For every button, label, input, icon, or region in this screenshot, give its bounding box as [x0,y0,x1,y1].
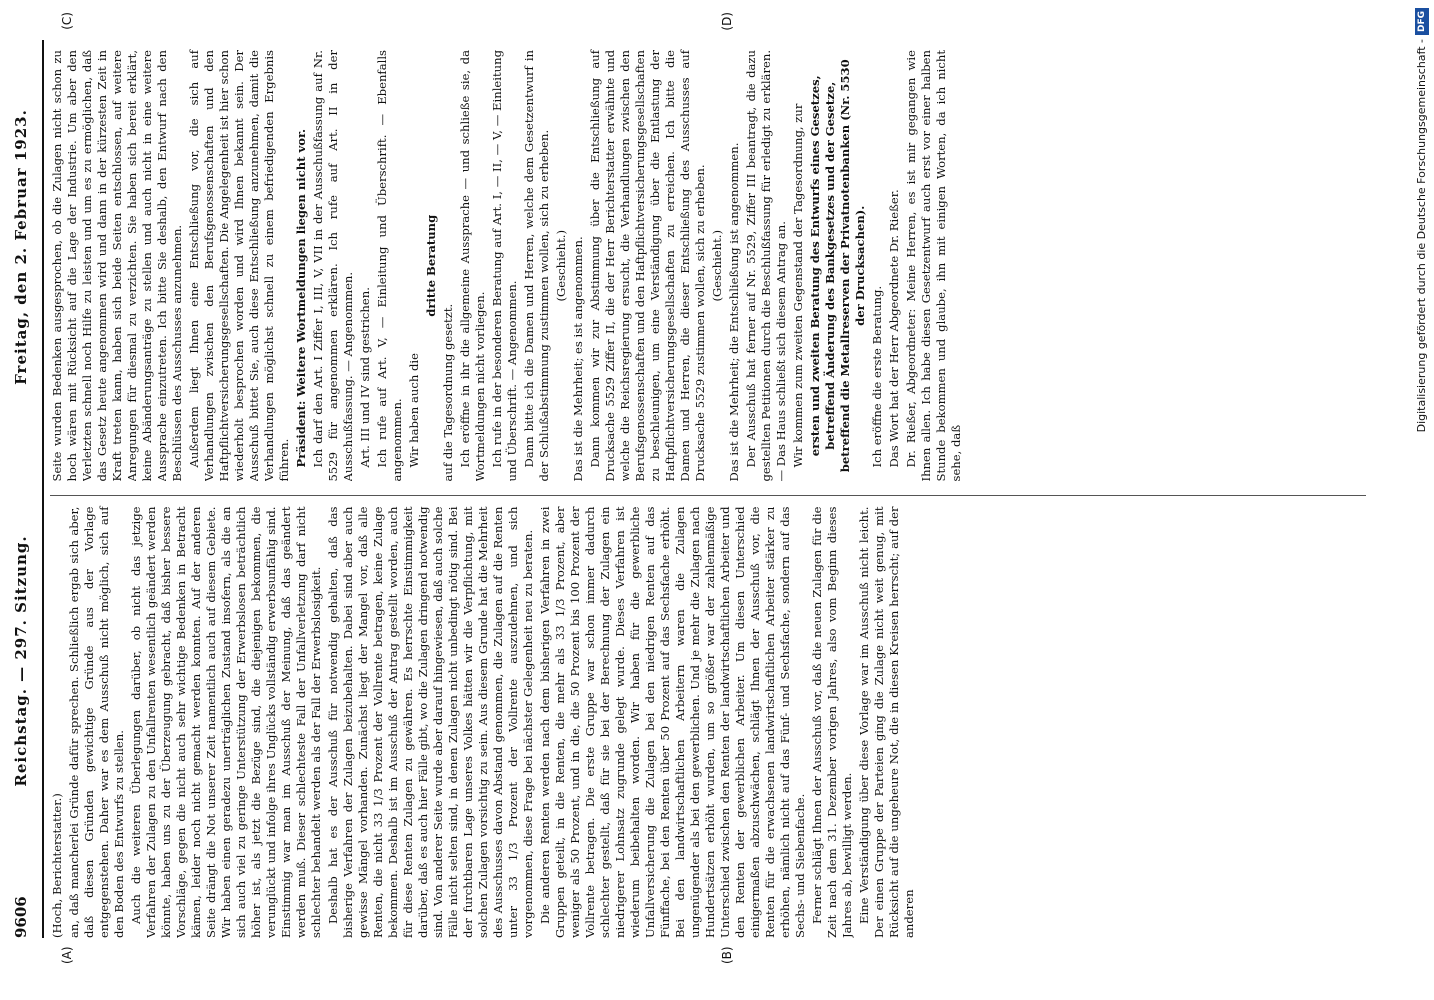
paragraph: Präsident: Weitere Wortmeldungen liegen nicht vor. [294,128,308,468]
paragraph: Das ist die Mehrheit; die Entschließung ist angenommen. [727,142,741,482]
margin-marker-c: (C) [60,12,74,30]
paragraph: Das ist die Mehrheit; es ist angenommen. [571,236,585,482]
page-header [12,40,44,938]
paragraph: ersten und zweiten Beratung des Entwurfs eines Gesetzes, betreffend Änderung des Bankgesetzes und der Gesetze, betreffend die Metallreserven der Privatnotenbanken (Nr. 5530 der Drucksachen). [808,59,867,473]
paragraph: Dann kommen wir zur Abstimmung über die Entschließung auf Drucksache 5529 Ziffer II, die der Herr Berichterstatter erwähnte und welche die Reichsregierung ersucht, die Verhandlungen zwischen den Berufsgenossenschaften und den Haftpflichtversicherungsgesellschaften zu beschleunigen, um eine Verständigung über die Entlastung der Haftpflichtversicherungsgesellschaften zu erreichen. Ich bitte die Damen und Herren, die dieser Entschließung des Ausschusses auf Drucksache 5529 zustimmen wollen, sich zu erheben. [588,50,707,482]
paragraph: Ich eröffne die erste Beratung. [870,285,884,468]
paragraph: Auch die weiteren Überlegungen darüber, ob nicht das jetzige Verfahren der Zulagen zu den Unfallrenten wesentlich geändert werden könnte, haben uns zu der Überzeugung gebracht, daß bisher bessere Vorschläge, gegen die nicht auch sehr wichtige Bedenken in Betracht kämen, leider noch nicht gemacht werden konnten. Auf der anderen Seite drängt die Not unserer Zeit namentlich auch auf diesem Gebiete. Wir haben einen geradezu unerträglichen Zustand insofern, als die an sich auch viel zu geringe Unterstützung der Erwerbslosen beträchtlich höher ist, als jetzt die Bezüge sind, die diejenigen bekommen, die verunglückt und infolge ihres Unglücks vollständig erwerbsunfähig sind. Einstimmig war man im Ausschuß der Meinung, daß das geändert werden muß. Dieser schlechteste Fall der Unfallverletzung darf nicht schlechter behandelt werden als der Fall der Erwerbslosigkeit. [129,506,323,938]
paragraph: auf die Tagesordnung gesetzt. [441,303,455,482]
paragraph: Ich rufe in der besonderen Beratung auf Art. I, — II, — V, — Einleitung und Überschrift. — Angenommen. [490,50,519,482]
margin-marker-a: (A) [60,946,74,964]
paragraph: Ich darf den Art. I Ziffer I, III, V, VII in der Ausschußfassung auf Nr. 5529 für angenommen erklären. Ich rufe auf Art. II in der Ausschußfassung. — Angenommen. [311,50,355,482]
paragraph: an, daß mancherlei Gründe dafür sprechen. Schließlich ergab sich aber, daß diesen Gründen gewichtige Gründe aus der Vorlage entgegenstehen. Daher war es dem Ausschuß nicht möglich, sich auf den Boden des Entwurfs zu stellen. [67,506,126,938]
paragraph: Eine Verständigung über diese Vorlage war im Ausschuß nicht leicht. Der einen Gruppe der Parteien ging die Zulage nicht weit genug, mit Rücksicht auf die ungeheure Not, die in diesen Kreisen herrscht; auf der anderen [857,506,916,938]
paragraph: Außerdem liegt Ihnen eine Entschließung vor, die sich auf Verhandlungen zwischen den Berufsgenossenschaften und den Haftpflichtversicherungsgesellschaften. Die Angelegenheit ist hier schon wiederholt besprochen worden und wird Ihnen bekannt sein. Der Ausschuß bittet Sie, auch diese Entschließung anzunehmen, damit die Verhandlungen möglichst schnell zu einem befriedigenden Ergebnis führen. [187,50,291,482]
paragraph: Dr. Rießer, Abgeordneter: Meine Herren, es ist mir gegangen wie Ihnen allen. Ich habe diesen Gesetzentwurf auch erst vor einer halben Stunde bekommen und glaube, ihn mit einigen Worten, da ich nicht sehe, daß [904,50,963,482]
left-column [50,496,1366,939]
paragraph: Ich eröffne in ihr die allgemeine Aussprache — und schließe sie, da Wortmeldungen nicht vorliegen. [458,50,487,482]
paragraph: Wir haben auch die [407,353,421,468]
paragraph: Das Wort hat der Herr Abgeordnete Dr. Rießer. [887,189,901,468]
margin-marker-b: (B) [720,946,734,964]
paragraph: Seite wurden Bedenken ausgesprochen, ob die Zulagen nicht schon zu hoch wären mit Rücksicht auf die Lage der Industrie. Um aber den Verletzten schnell noch Hilfe zu leisten und um es zu ermöglichen, daß das Gesetz heute angenommen wird und dann in der kürzesten Zeit in Kraft treten kann, haben sich beide Seiten entschlossen, auf weitere Anregungen für diesmal zu verzichten. Sie haben sich bereit erklärt, keine Abänderungsanträge zu stellen und auch nicht in eine weitere Aussprache einzutreten. Ich bitte Sie deshalb, den Entwurf nach den Beschlüssen des Ausschusses anzunehmen. [50,50,184,482]
text-columns [50,40,1366,938]
paragraph: Deshalb hat es der Ausschuß für notwendig gehalten, daß das bisherige Verfahren der Zulagen beizubehalten. Dabei sind aber auch gewisse Mängel vorhanden. Zunächst liegt der Mangel vor, daß alle Renten, die nicht 33 1/3 Prozent der Vollrente betragen, keine Zulage bekommen. Deshalb ist im Ausschuß der Antrag gestellt worden, auch für diese Renten Zulagen zu gewähren. Es herrschte Einstimmigkeit darüber, daß es auch hier Fälle gibt, wo die Zulagen dringend notwendig sind. Von anderer Seite wurde aber darauf hingewiesen, daß auch solche Fälle nicht selten sind, in denen Zulagen nicht unbedingt nötig sind. Bei der furchtbaren Lage unseres Volkes hätten wir die Verpflichtung, mit solchen Zulagen vorsichtig zu sein. Aus diesem Grunde hat die Mehrheit des Ausschusses davon Abstand genommen, die Zulagen auf die Renten unter 33 1/3 Prozent der Vollrente auszudehnen, und sich vorgenommen, diese Frage bei nächster Gelegenheit neu zu beraten. [326,506,535,938]
paragraph: Die anderen Renten werden nach dem bisherigen Verfahren in zwei Gruppen geteilt, in die Renten, die mehr als 33 1/3 Prozent, aber weniger als 50 Prozent, und in die, die 50 Prozent bis 100 Prozent der Vollrente betragen. Die erste Gruppe war schon immer dadurch schlechter gestellt, daß für sie bei der Berechnung der Zulagen ein niedrigerer Lohnsatz zugrunde gelegt wurde. Dieses Verfahren ist wiederum beibehalten worden. Wir haben für die gewerbliche Unfallversicherung die Zulagen bei den niedrigen Renten auf das Fünffache, bei den Renten über 50 Prozent auf das Sechsfache erhöht. Bei den landwirtschaftlichen Arbeitern waren die Zulagen ungenügender als bei den gewerblichen. Und je mehr die Zulagen nach Hundertsätzen erhöht wurden, um so größer war der zahlenmäßige Unterschied zwischen den Renten der landwirtschaftlichen Arbeiter und den Renten der gewerblichen Arbeiter. Um diesen Unterschied einigermaßen abzuschwächen, schlägt Ihnen der Ausschuß vor, die Renten für die erwachsenen landwirtschaftlichen Arbeiter stärker zu erhöhen, nämlich nicht auf das Fünf- und Sechsfache, sondern auf das Sechs- und Siebenfache. [538,506,807,938]
paragraph: Ich rufe auf Art. V, — Einleitung und Überschrift. — Ebenfalls angenommen. [375,50,404,482]
paragraph: Ferner schlägt Ihnen der Ausschuß vor, daß die neuen Zulagen für die Zeit nach dem 31. Dezember vorigen Jahres, also vom Beginn dieses Jahres ab, bewilligt werden. [810,506,854,938]
margin-marker-d: (D) [720,12,734,31]
paragraph: (Geschieht.) [710,230,724,302]
paragraph: (Hoch, Berichterstatter.) [50,793,64,938]
paragraph: Wir kommen zum zweiten Gegenstand der Tagesordnung, zur [791,103,805,468]
paragraph: (Geschieht.) [554,230,568,302]
paragraph: Dann bitte ich die Damen und Herren, welche dem Gesetzentwurf in der Schlußabstimmung zustimmen wollen, sich zu erheben. [522,50,551,482]
digitization-note [1408,8,1432,992]
header-left-title: Reichstag. — 297. Sitzung. [12,535,30,787]
header-right-title: Freitag, den 2. Februar 1923. [12,109,30,385]
paragraph: Art. III und IV sind gestrichen. [358,287,372,468]
right-column [50,40,1366,482]
paragraph: Der Ausschuß hat ferner auf Nr. 5529, Ziffer III beantragt, die dazu gestellten Petitionen durch die Beschlußfassung für erledigt zu erklären. — Das Haus schließt sich diesem Antrag an. [744,50,788,482]
paragraph: dritte Beratung [424,214,438,317]
digitization-note-text: Digitalisierung gefördert durch die Deutsche Forschungsgemeinschaft - [1415,39,1428,433]
page-number: 9606 [12,896,30,938]
dfg-logo: DFG [1415,8,1429,35]
